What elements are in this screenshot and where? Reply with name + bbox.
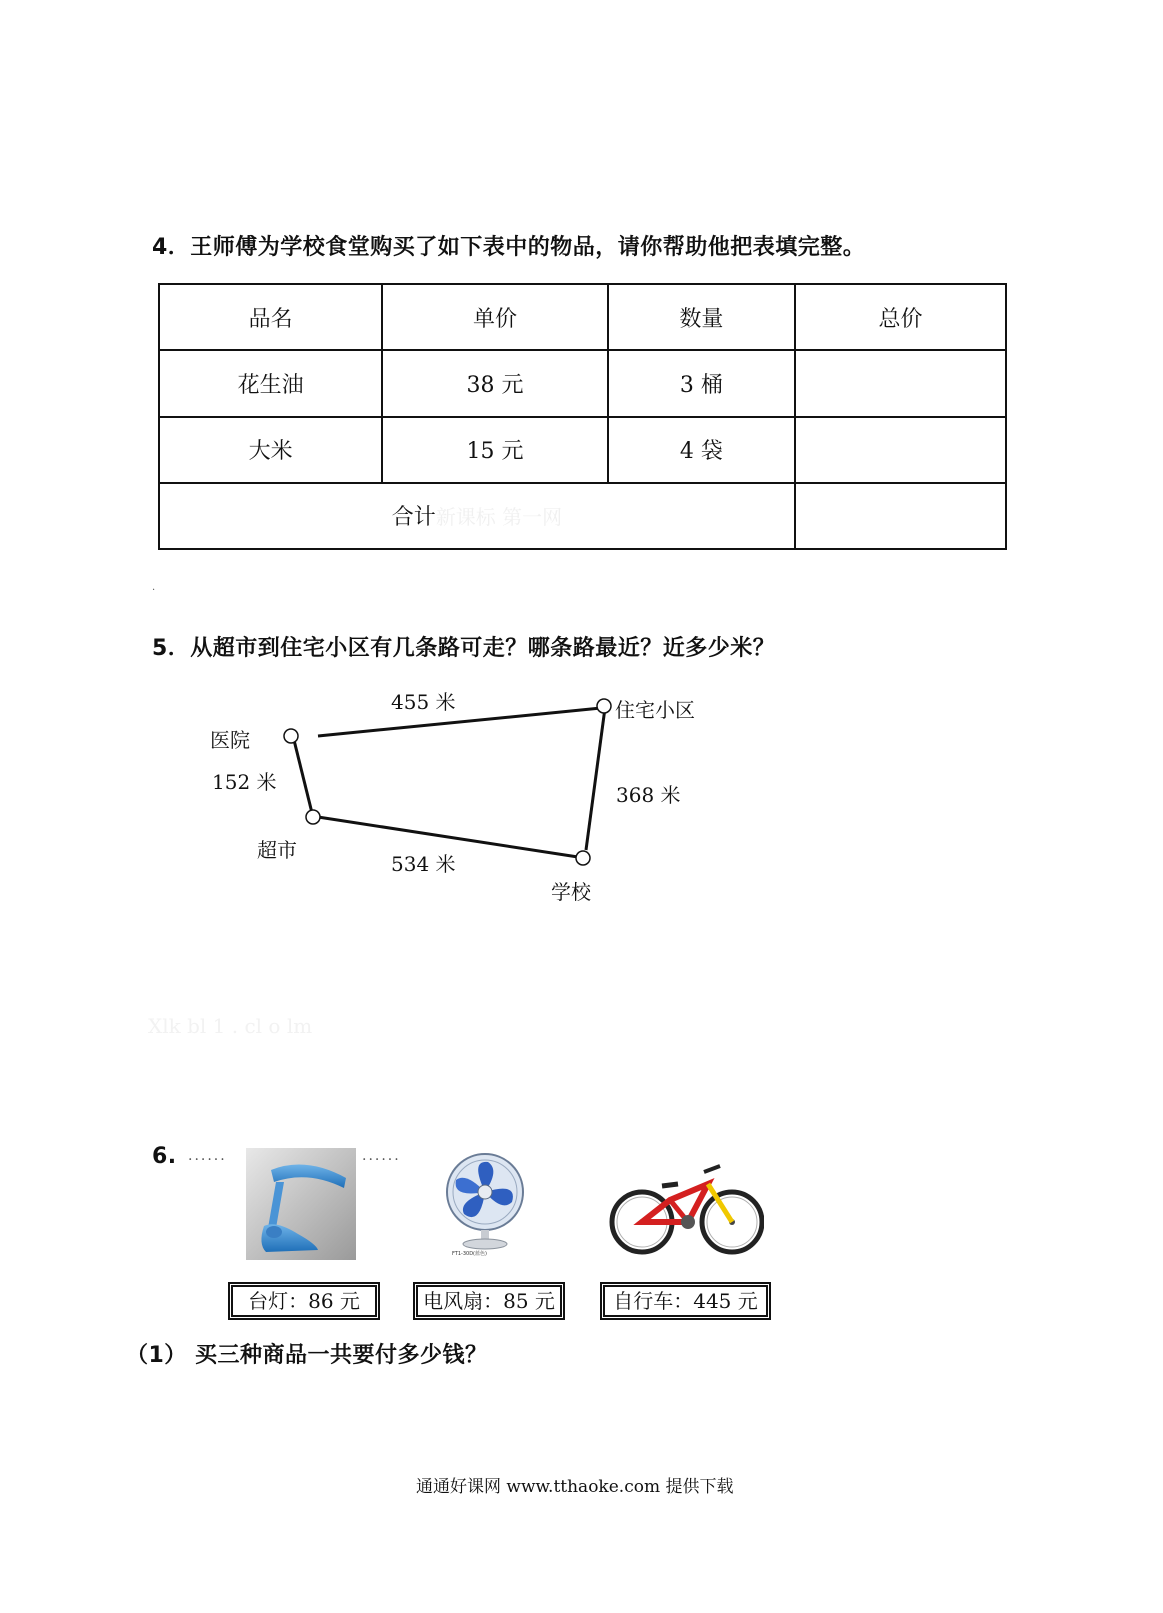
label-residential: 住宅小区 [615, 698, 695, 722]
fan-model-text: FT1-30D(蓝色) [452, 1251, 487, 1257]
watermark: Xlk bl 1 . cl o lm [148, 1014, 313, 1038]
header-name: 品名 [159, 284, 382, 350]
dot-leader-left: ...... [188, 1148, 227, 1164]
node-hospital [284, 729, 298, 743]
road-hospital-supermarket [293, 736, 313, 817]
price-tag-lamp: 台灯：86 元 [228, 1282, 380, 1320]
node-school [576, 851, 590, 865]
cell-price: 15 元 [382, 417, 607, 483]
dot-leader-right: ...... [362, 1148, 401, 1164]
cell-price: 38 元 [382, 350, 607, 416]
cell-qty: 3 桶 [608, 350, 795, 416]
desk-lamp-image [246, 1148, 356, 1260]
header-unit-price: 单价 [382, 284, 607, 350]
cell-name: 花生油 [159, 350, 382, 416]
label-supermarket: 超市 [257, 838, 297, 862]
cell-name: 大米 [159, 417, 382, 483]
footer: 通通好课网 www.tthaoke.com 提供下载 [416, 1477, 734, 1497]
sum-label: 合计 [391, 505, 436, 531]
label-368: 368 米 [616, 783, 681, 807]
q6-number: 6. [152, 1144, 177, 1169]
electric-fan-image [440, 1150, 530, 1260]
sum-watermark: 新课标 第一网 [435, 505, 563, 530]
node-residential [597, 699, 611, 713]
node-supermarket [306, 810, 320, 824]
stray-dot: . [152, 582, 156, 593]
label-455: 455 米 [391, 690, 456, 714]
header-total: 总价 [795, 284, 1006, 350]
price-tag-bicycle: 自行车：445 元 [600, 1282, 771, 1320]
label-school: 学校 [551, 880, 591, 904]
bicycle-image [608, 1160, 764, 1260]
q6-sub1: （1） 买三种商品一共要付多少钱？ [126, 1343, 488, 1368]
label-hospital: 医院 [210, 728, 250, 752]
road-hospital-residential [318, 708, 601, 736]
label-534: 534 米 [391, 852, 456, 876]
cell-qty: 4 袋 [608, 417, 795, 483]
label-152: 152 米 [212, 770, 277, 794]
road-residential-school [586, 708, 605, 850]
q5-title: 5．从超市到住宅小区有几条路可走？哪条路最近？近多少米？ [152, 636, 776, 661]
price-tag-fan: 电风扇：85 元 [413, 1282, 565, 1320]
q4-title: 4．王师傅为学校食堂购买了如下表中的物品，请你帮助他把表填完整。 [152, 235, 866, 260]
header-quantity: 数量 [608, 284, 795, 350]
